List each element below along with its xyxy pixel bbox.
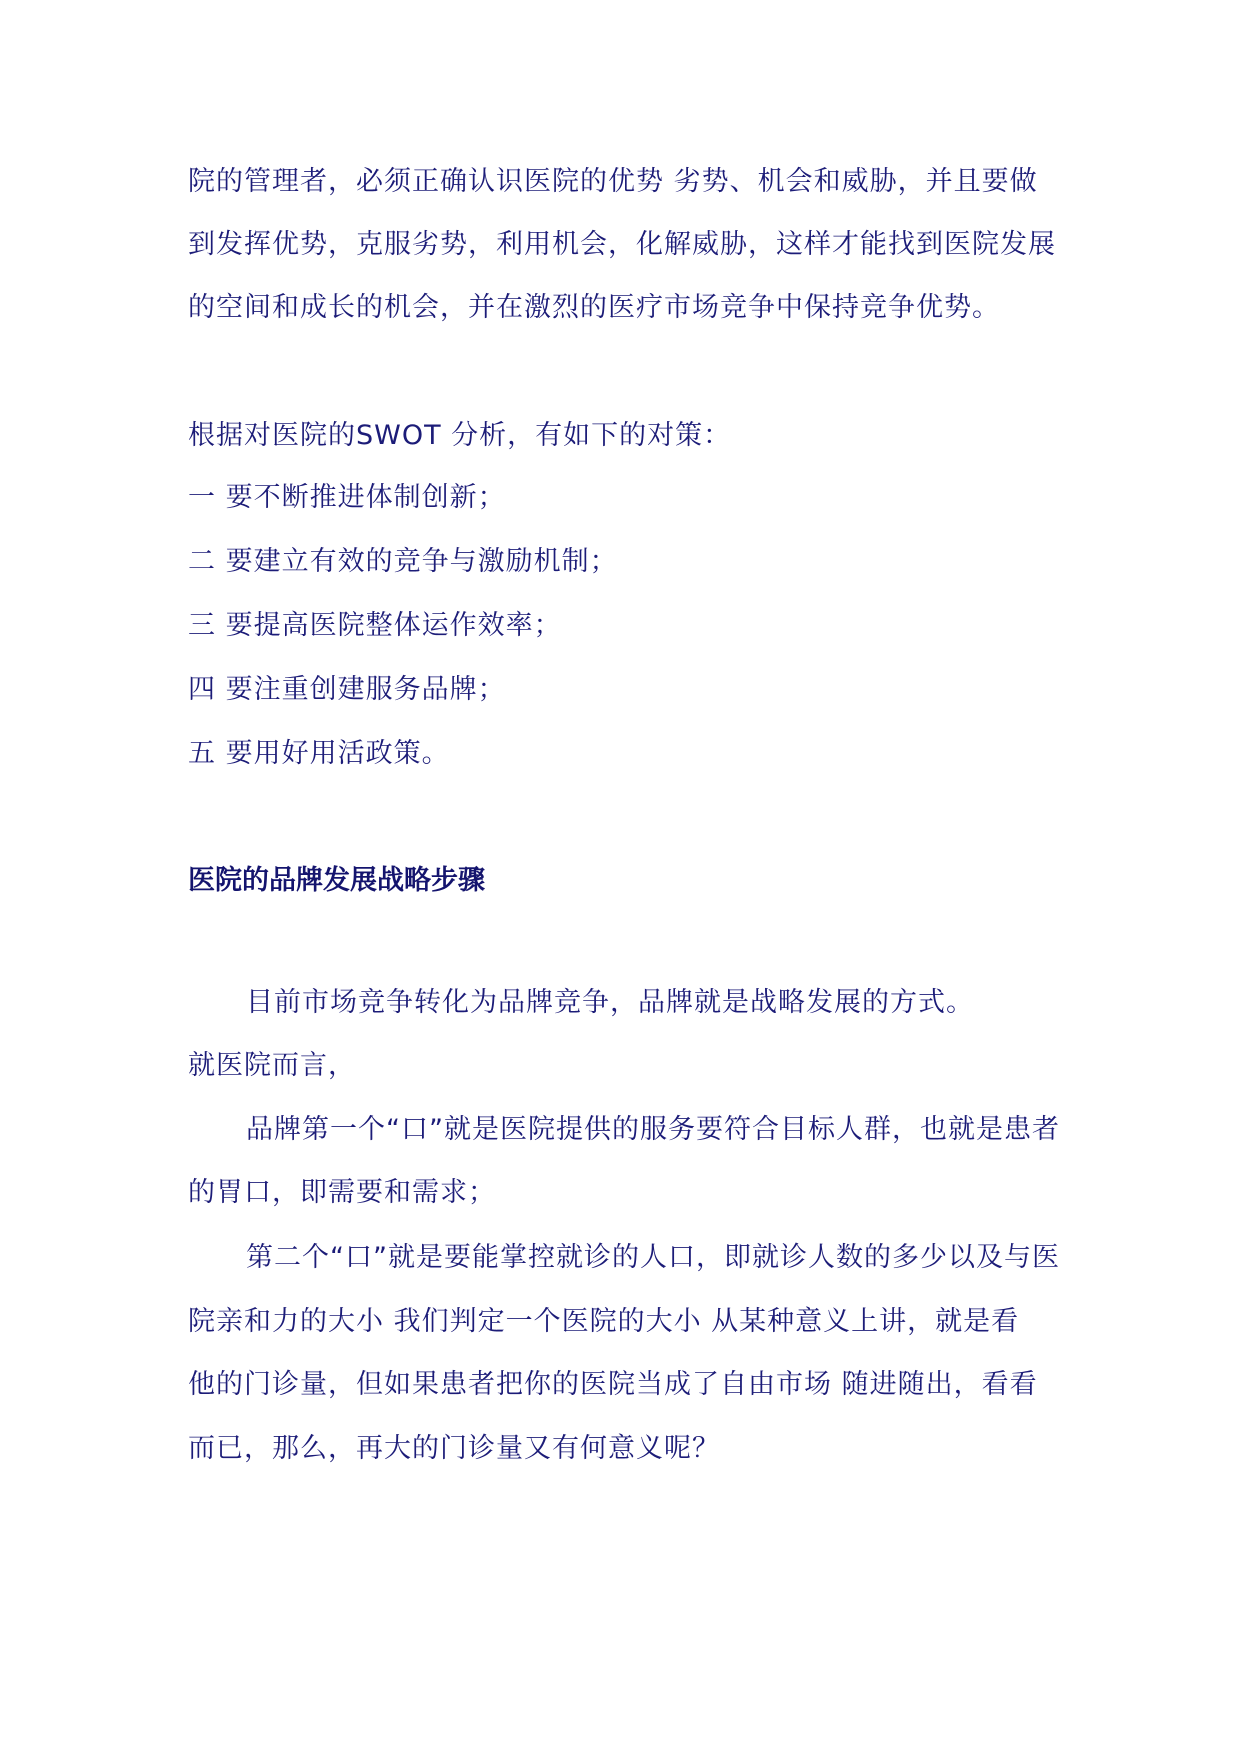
swot-item: 三 要提高医院整体运作效率； <box>188 610 562 641</box>
swot-item: 四 要注重创建服务品牌； <box>188 674 506 705</box>
swot-lead: 根据对医院的SWOT 分析，有如下的对策： <box>188 420 732 451</box>
body-line: 他的门诊量，但如果患者把你的医院当成了自由市场 随进随出，看看 <box>188 1369 1038 1400</box>
intro-line: 到发挥优势，克服劣势，利用机会，化解威胁，这样才能找到医院发展 <box>188 229 1056 260</box>
intro-line: 院的管理者，必须正确认识医院的优势 劣势、机会和威胁，并且要做 <box>188 166 1038 197</box>
body-line: 目前市场竞争转化为品牌竞争，品牌就是战略发展的方式。 <box>246 987 974 1018</box>
section-heading: 医院的品牌发展战略步骤 <box>188 865 485 896</box>
swot-item: 二 要建立有效的竞争与激励机制； <box>188 546 618 577</box>
intro-line: 的空间和成长的机会，并在激烈的医疗市场竞争中保持竞争优势。 <box>188 292 1000 323</box>
body-line: 品牌第一个“口”就是医院提供的服务要符合目标人群，也就是患者 <box>246 1114 1060 1145</box>
body-line: 院亲和力的大小 我们判定一个医院的大小 从某种意义上讲，就是看 <box>188 1306 1020 1337</box>
body-line: 的胃口，即需要和需求； <box>188 1177 496 1208</box>
swot-item: 一 要不断推进体制创新； <box>188 482 506 513</box>
body-line: 而已，那么，再大的门诊量又有何意义呢？ <box>188 1433 720 1464</box>
swot-item: 五 要用好用活政策。 <box>188 738 450 769</box>
body-line: 就医院而言， <box>188 1050 356 1081</box>
body-line: 第二个“口”就是要能掌控就诊的人口，即就诊人数的多少以及与医 <box>246 1242 1060 1273</box>
